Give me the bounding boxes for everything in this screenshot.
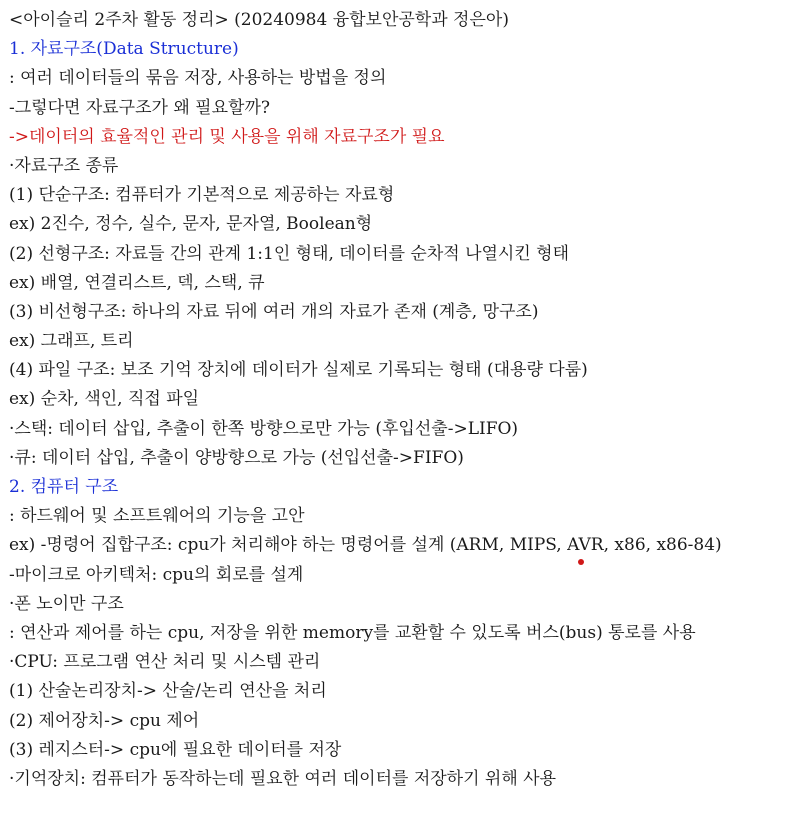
type-nonlinear: (3) 비선형구조: 하나의 자료 뒤에 여러 개의 자료가 존재 (계층, 망구조) [9,301,539,322]
section-1-heading: 1. 자료구조(Data Structure) [9,39,239,60]
isa-description: ex) -명령어 집합구조: cpu가 처리해야 하는 명령어를 설계 (ARM, MIPS, AVR, x86, x86-84) [9,535,722,556]
memory-description: ·기억장치: 컴퓨터가 동작하는데 필요한 여러 데이터를 저장하기 위해 사용 [9,768,557,789]
type-linear: (2) 선형구조: 자료들 간의 관계 1:1인 형태, 데이터를 순차적 나열시킨 형태 [9,243,570,264]
section-2-heading: 2. 컴퓨터 구조 [9,477,119,497]
cpu-part-alu: (1) 산술논리장치-> 산술/논리 연산을 처리 [9,681,327,702]
stack-description: ·스택: 데이터 삽입, 추출이 한쪽 방향으로만 가능 (후입선출->LIFO) [9,418,519,439]
cpu-title: ·CPU: 프로그램 연산 처리 및 시스템 관리 [9,652,321,673]
queue-description: ·큐: 데이터 삽입, 추출이 양방향으로 가능 (선입선출->FIFO) [9,447,464,468]
data-structure-answer: ->데이터의 효율적인 관리 및 사용을 위해 자료구조가 필요 [9,126,445,147]
red-dot-marker [578,559,584,565]
computer-architecture-definition: : 하드웨어 및 소프트웨어의 기능을 고안 [9,506,305,527]
type-simple-example: ex) 2진수, 정수, 실수, 문자, 문자열, Boolean형 [9,214,373,235]
document-title: <아이슬리 2주차 활동 정리> (20240984 융합보안공학과 정은아) [9,10,509,30]
data-structure-question: -그렇다면 자료구조가 왜 필요할까? [9,97,270,118]
type-file-example: ex) 순차, 색인, 직접 파일 [9,389,200,410]
cpu-part-register: (3) 레지스터-> cpu에 필요한 데이터를 저장 [9,739,342,760]
type-linear-example: ex) 배열, 연결리스트, 덱, 스택, 큐 [9,272,265,293]
type-nonlinear-example: ex) 그래프, 트리 [9,331,134,352]
type-simple: (1) 단순구조: 컴퓨터가 기본적으로 제공하는 자료형 [9,185,395,206]
type-file: (4) 파일 구조: 보조 기억 장치에 데이터가 실제로 기록되는 형태 (대용량 다룸) [9,360,588,381]
cpu-part-control-unit: (2) 제어장치-> cpu 제어 [9,710,200,731]
microarchitecture-description: -마이크로 아키텍처: cpu의 회로를 설계 [9,564,304,585]
data-structure-definition: : 여러 데이터들의 묶음 저장, 사용하는 방법을 정의 [9,68,387,89]
von-neumann-description: : 연산과 제어를 하는 cpu, 저장을 위한 memory를 교환할 수 있도록 버스(bus) 통로를 사용 [9,622,696,643]
data-structure-types-title: ·자료구조 종류 [9,155,119,176]
von-neumann-title: ·폰 노이만 구조 [9,593,124,614]
